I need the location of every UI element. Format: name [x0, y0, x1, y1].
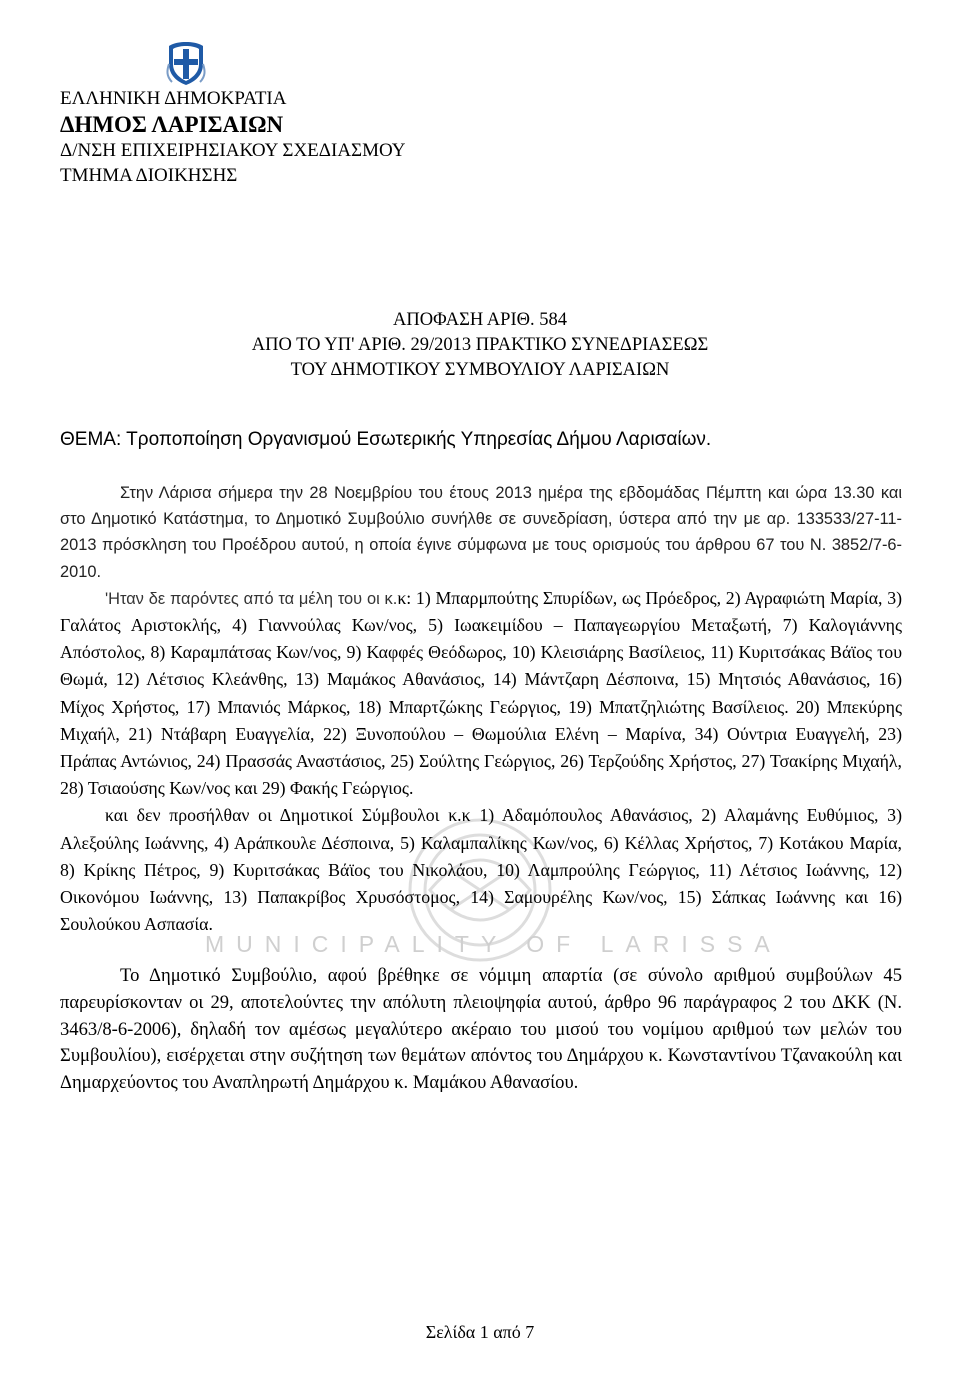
present-members-paragraph: [60, 585, 902, 803]
greek-emblem-icon: [164, 40, 208, 86]
quorum-paragraph: Το Δημοτικό Συμβούλιο, αφού βρέθηκε σε νόμιμη απαρτία (σε σύνολο αριθμού συμβούλων 45 παρευρίσκονταν οι 29, αποτελούντες την απόλυτη πλειοψηφία αυτού, άρθρο 96 παράγραφος 2 του ΔΚΚ (Ν. 3463/8-6-2006), δηλαδή τον αμέσως μεγαλύτερο ακέραιο του μισού του νομίμου αριθμού των μελών του Συμβουλίου), εισέρχεται στην συζήτηση των θεμάτων απόντος του Δημάρχου κ. Κωνσταντίνου Τζανακούλη και Δημαρχεύοντος του Αναπληρωτή Δημάρχου κ. Μαμάκου Αθανασίου.: [60, 965, 902, 1094]
intro-paragraph: Στην Λάρισα σήμερα την 28 Νοεμβρίου του έτους 2013 ημέρα της εβδομάδας Πέμπτη και ώρα 13.30 και στο Δημοτικό Κατάστημα, το Δημοτικό Συμβούλιο συνήλθε σε συνεδρίαση, ύστερα από την με αρ. 133533/27-11-2013 πρόσκληση του Προέδρου αυτού, η οποία έγινε σύμφωνα με τους ορισμούς του άρθρου 67 του Ν. 3852/7-6-2010.: [60, 484, 902, 581]
header-municipality: ΔΗΜΟΣ ΛΑΡΙΣΑΙΩΝ: [60, 112, 284, 137]
body-quorum: [60, 963, 902, 1097]
decision-council: ΤΟΥ ΔΗΜΟΤΙΚΟΥ ΣΥΜΒΟΥΛΙΟΥ ΛΑΡΙΣΑΙΩΝ: [290, 360, 670, 380]
header-block: [60, 86, 406, 188]
decision-minutes: ΑΠΟ ΤΟ ΥΠ' ΑΡΙΘ. 29/2013 ΠΡΑΚΤΙΚΟ ΣΥΝΕΔΡΙΑΣΕΩΣ: [251, 335, 709, 355]
present-lead: 'Ηταν δε παρόντες από τα μέλη του οι κ.: [105, 589, 398, 608]
header-country: ΕΛΛΗΝΙΚΗ ΔΗΜΟΚΡΑΤΙΑ: [60, 88, 287, 109]
subject-line: ΘΕΜΑ: Τροποποίηση Οργανισμού Εσωτερικής Υπηρεσίας Δήμου Λαρισαίων.: [60, 429, 712, 450]
decision-title: [0, 308, 960, 383]
absent-members-paragraph: [60, 802, 902, 938]
page-number: Σελίδα 1 από 7: [425, 1322, 535, 1342]
decision-number: ΑΠΟΦΑΣΗ ΑΡΙΘ. 584: [393, 310, 567, 330]
present-members-list: κ: 1) Μπαρμπούτης Σπυρίδων, ως Πρόεδρος, 2) Αγραφιώτη Μαρία, 3) Γαλάτος Αριστοκλής, 4) Γιαννούλας Κων/νος, 5) Ιωακειμίδου – Παπαγεωργίου Μεταξωτή, 7) Καλογιάννης Απόστολος, 8) Καραμπάτσας Κων/νος, 9) Καφφές Θεόδωρος, 10) Κλεισιάρης Βασίλειος, 11) Κυριτσάκας Βάϊος του Θωμά, 12) Λέτσιος Κλεάνθης, 13) Μαμάκος Αθανάσιος, 14) Μάντζαρη Δέσποινα, 15) Μητσιός Αθανάσιος, 16) Μίχος Χρήστος, 17) Μπανιός Μάρκος, 18) Μπαρτζώκης Γεώργιος, 19) Μπατζηλιώτης Βασίλειος. 20) Μπεκύρης Μιχαήλ, 21) Ντάβαρη Ευαγγελία, 22) Ξυνοπούλου – Θωμούλια Ελένη – Μαρίνα, 34) Ούντρια Ευαγγελή, 23) Πράπας Αντώνιος, 24) Πρασσάς Αναστάσιος, 25) Σούλτης Γεώργιος, 26) Τερζούδης Χρήστος, 27) Τσακίρης Μιχαήλ, 28) Τσιαούσης Κων/νος και 29) Φακής Γεώργιος.: [60, 587, 903, 799]
body-session-info: [60, 480, 902, 938]
absent-members-list: και δεν προσήλθαν οι Δημοτικοί Σύμβουλοι κ.κ 1) Αδαμόπουλος Αθανάσιος, 2) Αλαμάνης Ευθύμιος, 3) Αλεξούλης Ιωάννης, 4) Αράπκουλε Δέσποινα, 5) Καλαμπαλίκης Κων/νος, 6) Κέλλας Χρήστος, 7) Κοτάκου Μαρία, 8) Κρίκης Πέτρος, 9) Κυριτσάκας Βάϊος του Νικολάου, 10) Λαμπρούλης Γεώργιος, 11) Λέτσιος Ιωάννης, 12) Οικονόμου Ιωάννης, 13) Παπακρίβος Χρυσόστομος, 14) Σαμουρέλης Κων/νος, 15) Σάπκας Ιωάννης και 16) Σουλούκου Ασπασία.: [60, 805, 902, 935]
header-department: ΤΜΗΜΑ ΔΙΟΙΚΗΣΗΣ: [60, 165, 238, 186]
watermark-text: MUNICIPALITY OF LARISSA: [205, 931, 782, 957]
header-directorate: Δ/ΝΣΗ ΕΠΙΧΕΙΡΗΣΙΑΚΟΥ ΣΧΕΔΙΑΣΜΟΥ: [60, 140, 406, 161]
